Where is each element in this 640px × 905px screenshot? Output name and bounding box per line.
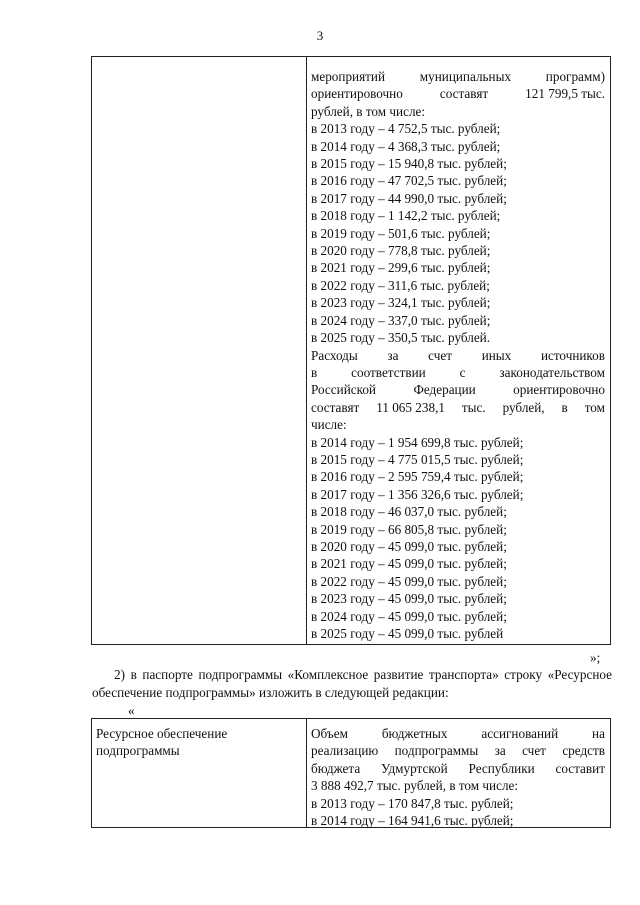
column-divider [306, 57, 307, 644]
word: Российской [311, 382, 376, 398]
year-line: в 2021 году – 299,6 тыс. рублей; [311, 260, 491, 276]
resource-cell-text [311, 725, 605, 829]
word: ориентировочно [311, 86, 403, 102]
word: 11 065 238,1 [376, 399, 445, 415]
row-label: Ресурсное обеспечение подпрограммы [96, 726, 228, 759]
year-line: в 2018 году – 46 037,0 тыс. рублей; [311, 504, 507, 520]
year-line: в 2025 году – 350,5 тыс. рублей. [311, 330, 491, 346]
year-line: в 2015 году – 4 775 015,5 тыс. рублей; [311, 451, 524, 467]
word: Республики [468, 760, 535, 776]
year-line: в 2020 году – 45 099,0 тыс. рублей; [311, 538, 507, 554]
year-line: в 2015 году – 15 940,8 тыс. рублей; [311, 156, 507, 172]
word: мероприятий [311, 69, 386, 84]
resource-table-continued [91, 56, 611, 645]
text-line: рублей, в том числе: [311, 103, 426, 119]
justified-line [311, 68, 605, 85]
word: муниципальных [419, 69, 512, 84]
year-line: в 2020 году – 778,8 тыс. рублей; [311, 243, 491, 259]
word: составит [555, 760, 605, 776]
resource-table-new [91, 718, 611, 828]
justified-line [311, 725, 605, 742]
word: законодательством [499, 364, 605, 380]
year-line: в 2017 году – 44 990,0 тыс. рублей; [311, 190, 507, 206]
justified-line [311, 347, 605, 364]
year-line: в 2014 году – 164 941,6 тыс. рублей; [311, 813, 514, 829]
year-line: в 2016 году – 2 595 759,4 тыс. рублей; [311, 469, 524, 485]
justified-line [311, 381, 605, 398]
word: за [494, 743, 506, 759]
year-line: в 2022 году – 45 099,0 тыс. рублей; [311, 573, 507, 589]
word: Расходы [311, 347, 358, 363]
word: программ) [545, 69, 605, 84]
word: Объем [311, 726, 348, 741]
year-line: в 2013 году – 4 752,5 тыс. рублей; [311, 121, 501, 137]
closing-quote: »; [590, 650, 601, 665]
justified-line [311, 760, 605, 777]
word: составят [311, 399, 360, 415]
year-line: в 2013 году – 170 847,8 тыс. рублей; [311, 795, 514, 811]
justified-line [311, 85, 605, 102]
text-line: 3 888 492,7 тыс. рублей, в том числе: [311, 778, 519, 794]
word: Удмуртской [380, 760, 448, 776]
word: источников [540, 347, 605, 363]
word: реализацию [311, 743, 379, 759]
word: составят [439, 86, 489, 102]
word: 121 799,5 тыс. [525, 86, 605, 102]
year-line: в 2019 году – 66 805,8 тыс. рублей; [311, 521, 507, 537]
word: том [584, 399, 605, 415]
word: рублей, [502, 399, 545, 415]
year-line: в 2024 году – 45 099,0 тыс. рублей; [311, 608, 507, 624]
amendment-paragraph: 2) в паспорте подпрограммы «Комплексное развитие транспорта» строку «Ресурсное обеспечение подпрограммы» изложить в следующей редакции: [92, 667, 612, 700]
justified-line [311, 364, 605, 381]
word: тыс. [461, 399, 486, 415]
word: бюджета [311, 760, 361, 776]
word: подпрограммы [394, 743, 479, 759]
word: за [387, 347, 399, 363]
word: иных [481, 347, 512, 363]
year-line: в 2018 году – 1 142,2 тыс. рублей; [311, 208, 501, 224]
word: в [311, 364, 318, 380]
justified-line [311, 399, 605, 416]
word: ориентировочно [513, 382, 605, 398]
word: средств [562, 743, 605, 759]
year-line: в 2022 году – 311,6 тыс. рублей; [311, 277, 490, 293]
page-number: 3 [316, 28, 324, 43]
word: ассигнований [481, 726, 559, 741]
year-line: в 2024 году – 337,0 тыс. рублей; [311, 312, 491, 328]
year-line: в 2016 году – 47 702,5 тыс. рублей; [311, 173, 507, 189]
year-line: в 2021 году – 45 099,0 тыс. рублей; [311, 556, 507, 572]
word: соответствии [351, 364, 426, 380]
year-line: в 2014 году – 1 954 699,8 тыс. рублей; [311, 434, 524, 450]
column-divider [306, 719, 307, 827]
word: в [561, 399, 568, 415]
word: с [459, 364, 466, 380]
word: счет [428, 347, 453, 363]
year-line: в 2023 году – 324,1 тыс. рублей; [311, 295, 491, 311]
word: Федерации [413, 382, 476, 398]
resource-cell-text [311, 68, 605, 642]
year-line: в 2023 году – 45 099,0 тыс. рублей; [311, 591, 507, 607]
justified-line [311, 742, 605, 759]
year-line: в 2017 году – 1 356 326,6 тыс. рублей; [311, 486, 524, 502]
year-line: в 2014 году – 4 368,3 тыс. рублей; [311, 138, 501, 154]
word: счет [522, 743, 546, 759]
word: на [592, 726, 605, 741]
opening-quote: « [128, 703, 135, 718]
year-line: в 2025 году – 45 099,0 тыс. рублей [311, 626, 504, 641]
text-line: числе: [311, 417, 347, 433]
year-line: в 2019 году – 501,6 тыс. рублей; [311, 225, 491, 241]
word: бюджетных [381, 726, 448, 741]
